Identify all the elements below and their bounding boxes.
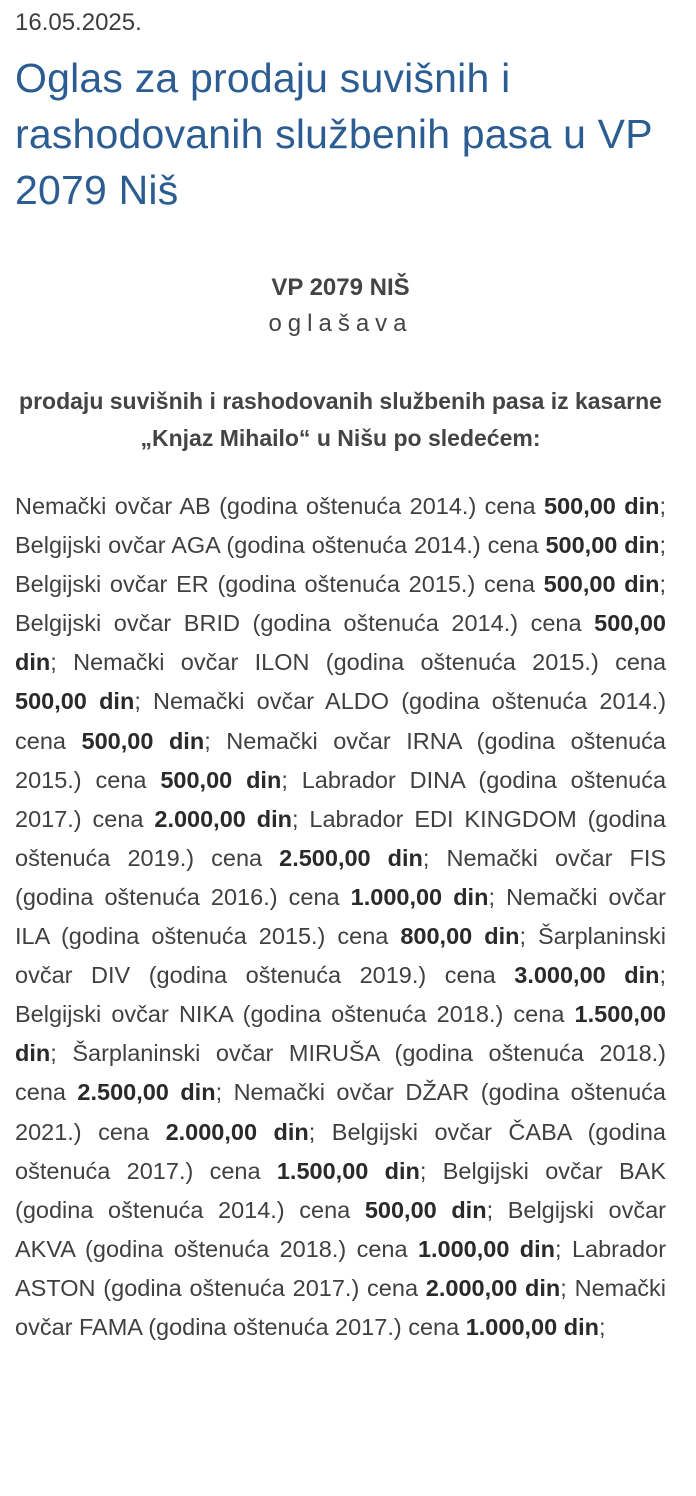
article	[0, 8, 696, 1347]
dog-entry: Nemački ovčar AB (godina oštenuća 2014.) cena 500,00 din;	[15, 493, 667, 519]
dog-name: BAK	[618, 1157, 666, 1184]
dog-breed: Nemački ovčar	[446, 844, 613, 871]
dog-entry: Nemački ovčar IRNA (godina oštenuća 2015.) cena 500,00 din;	[15, 727, 666, 793]
dog-price: 1.000,00 din	[350, 883, 489, 910]
dog-entry: Belgijski ovčar NIKA (godina oštenuća 2018.) cena 1.500,00 din;	[15, 1001, 667, 1067]
dog-entry: Šarplaninski ovčar MIRUŠA (godina oštenuća 2018.) cena 2.500,00 din;	[15, 1040, 667, 1106]
dog-birth-year: 2015	[408, 571, 461, 598]
dog-breed: Belgijski ovčar	[331, 1118, 492, 1145]
dog-name: MIRUŠA	[288, 1040, 379, 1067]
dog-entry: Nemački ovčar ALDO (godina oštenuća 2014.) cena 500,00 din;	[15, 688, 667, 754]
dog-entry: Nemački ovčar ILON (godina oštenuća 2015.) cena 500,00 din;	[15, 649, 667, 715]
dog-name: IRNA	[406, 727, 462, 754]
publish-date: 16.05.2025.	[15, 9, 142, 36]
dog-birth-year: 2017	[292, 1274, 345, 1301]
dog-price: 1.500,00 din	[15, 1001, 667, 1067]
dog-price: 500,00 din	[364, 1196, 487, 1223]
dog-breed: Labrador	[301, 766, 396, 793]
dog-entry: Labrador EDI KINGDOM (godina oštenuća 2019.) cena 2.500,00 din;	[15, 805, 666, 871]
subject-heading: prodaju suvišnih i rashodovanih službenih pasa iz kasarne „Knjaz Mihailo“ u Nišu po sledećem:	[19, 388, 662, 451]
dog-breed: Belgijski ovčar	[15, 532, 166, 559]
dog-breed: Belgijski ovčar	[15, 610, 172, 637]
dog-entry: Nemački ovčar FAMA (godina oštenuća 2017.) cena 1.000,00 din;	[15, 1274, 667, 1340]
dog-birth-year: 2019	[127, 844, 180, 871]
dog-price: 500,00 din	[543, 571, 660, 598]
dog-birth-year: 2014	[414, 532, 467, 559]
dog-entry: Šarplaninski ovčar DIV (godina oštenuća 2019.) cena 3.000,00 din;	[15, 923, 667, 989]
dog-birth-year: 2021	[15, 1118, 68, 1145]
dog-entry: Labrador DINA (godina oštenuća 2017.) cena 2.000,00 din;	[15, 766, 667, 832]
dog-price: 2.000,00 din	[425, 1274, 561, 1301]
dog-price: 500,00 din	[160, 766, 282, 793]
dog-breed: Nemački ovčar	[15, 493, 173, 519]
dog-price: 800,00 din	[400, 923, 520, 950]
dog-entry: Nemački ovčar ILA (godina oštenuća 2015.) cena 800,00 din;	[15, 883, 667, 950]
dog-entry: Belgijski ovčar AGA (godina oštenuća 2014.) cena 500,00 din;	[15, 532, 667, 559]
dog-birth-year: 2018	[436, 1001, 489, 1028]
dog-birth-year: 2017	[335, 1313, 388, 1340]
dog-name: EDI KINGDOM	[414, 805, 577, 832]
dog-entry: Belgijski ovčar BAK (godina oštenuća 2014.) cena 500,00 din;	[15, 1157, 666, 1223]
dog-breed: Nemački ovčar	[153, 688, 315, 715]
dog-birth-year: 2014	[409, 493, 462, 519]
dog-price: 500,00 din	[545, 532, 660, 559]
dog-breed: Šarplaninski ovčar	[72, 1040, 274, 1067]
dog-birth-year: 2015	[532, 649, 585, 676]
dog-breed: Belgijski ovčar	[15, 1001, 169, 1028]
dog-birth-year: 2014	[218, 1196, 271, 1223]
dog-name: ČABA	[508, 1118, 572, 1145]
announces-line: oglašava	[268, 310, 413, 337]
dog-birth-year: 2017	[126, 1157, 179, 1184]
dog-entry: Labrador ASTON (godina oštenuća 2017.) cena 2.000,00 din;	[15, 1235, 667, 1301]
dog-entry: Belgijski ovčar ER (godina oštenuća 2015.) cena 500,00 din;	[15, 571, 667, 598]
dog-price: 2.500,00 din	[279, 844, 423, 871]
dog-name: DINA	[409, 766, 465, 793]
dog-price: 3.000,00 din	[514, 962, 660, 989]
dog-breed: Nemački ovčar	[15, 1274, 667, 1340]
dog-birth-year: 2018	[599, 1040, 652, 1067]
dog-name: BRID	[183, 610, 240, 637]
dog-price: 1.500,00 din	[276, 1157, 420, 1184]
dog-listing-paragraph	[15, 487, 666, 1347]
dog-birth-year: 2019	[359, 962, 412, 989]
dog-breed: Labrador	[309, 805, 404, 832]
dog-name: ER	[176, 571, 209, 598]
dog-name: NIKA	[178, 1001, 233, 1028]
dog-name: FAMA	[79, 1313, 142, 1340]
dog-entry: Belgijski ovčar AKVA (godina oštenuća 2018.) cena 1.000,00 din;	[15, 1196, 666, 1262]
dog-name: AKVA	[15, 1235, 75, 1262]
article-title: Oglas za prodaju suvišnih i rashodovanih službenih pasa u VP 2079 Niš	[15, 55, 653, 213]
dog-price: 500,00 din	[15, 610, 667, 676]
dog-breed: Nemački ovčar	[226, 727, 391, 754]
dog-birth-year: 2014	[599, 688, 652, 715]
dog-name: AGA	[171, 532, 220, 559]
dog-entry: Belgijski ovčar BRID (godina oštenuća 2014.) cena 500,00 din;	[15, 610, 667, 676]
dog-name: ILON	[254, 649, 310, 676]
dog-price: 500,00 din	[544, 493, 660, 519]
dog-birth-year: 2015	[258, 923, 312, 950]
dog-price: 1.000,00 din	[417, 1235, 556, 1262]
dog-breed: Belgijski ovčar	[507, 1196, 666, 1223]
dog-entry: Nemački ovčar FIS (godina oštenuća 2016.) cena 1.000,00 din;	[15, 844, 667, 910]
dog-breed: Nemački ovčar	[233, 1079, 394, 1106]
dog-birth-year: 2018	[279, 1235, 332, 1262]
dog-birth-year: 2015	[15, 766, 68, 793]
dog-price: 2.000,00 din	[165, 1118, 309, 1145]
dog-price: 2.000,00 din	[154, 805, 292, 832]
dog-price: 500,00 din	[81, 727, 205, 754]
dog-entry: Belgijski ovčar ČABA (godina oštenuća 2017.) cena 1.500,00 din;	[15, 1118, 666, 1184]
dog-entry: Nemački ovčar DŽAR (godina oštenuća 2021.) cena 2.000,00 din;	[15, 1079, 666, 1145]
dog-birth-year: 2017	[15, 805, 68, 832]
dog-price: 500,00 din	[15, 688, 135, 715]
dog-price: 1.000,00 din	[465, 1313, 599, 1340]
dog-name: ASTON	[15, 1274, 96, 1301]
dog-name: ILA	[15, 923, 49, 950]
dog-name: ALDO	[325, 688, 390, 715]
dog-name: DIV	[91, 962, 131, 989]
dog-breed: Nemački ovčar	[73, 649, 239, 676]
dog-breed: Belgijski ovčar	[442, 1157, 603, 1184]
dog-name: FIS	[629, 844, 667, 871]
issuer-heading: VP 2079 NIŠ	[271, 274, 410, 301]
dog-breed: Šarplaninski ovčar	[15, 923, 667, 989]
dog-breed: Belgijski ovčar	[15, 571, 168, 598]
dog-birth-year: 2016	[210, 883, 264, 910]
dog-breed: Nemački ovčar	[506, 883, 667, 910]
dog-name: DŽAR	[405, 1079, 470, 1106]
dog-name: AB	[179, 493, 211, 519]
dog-breed: Labrador	[571, 1235, 667, 1262]
dog-birth-year: 2014	[451, 610, 504, 637]
dog-price: 2.500,00 din	[77, 1079, 216, 1106]
